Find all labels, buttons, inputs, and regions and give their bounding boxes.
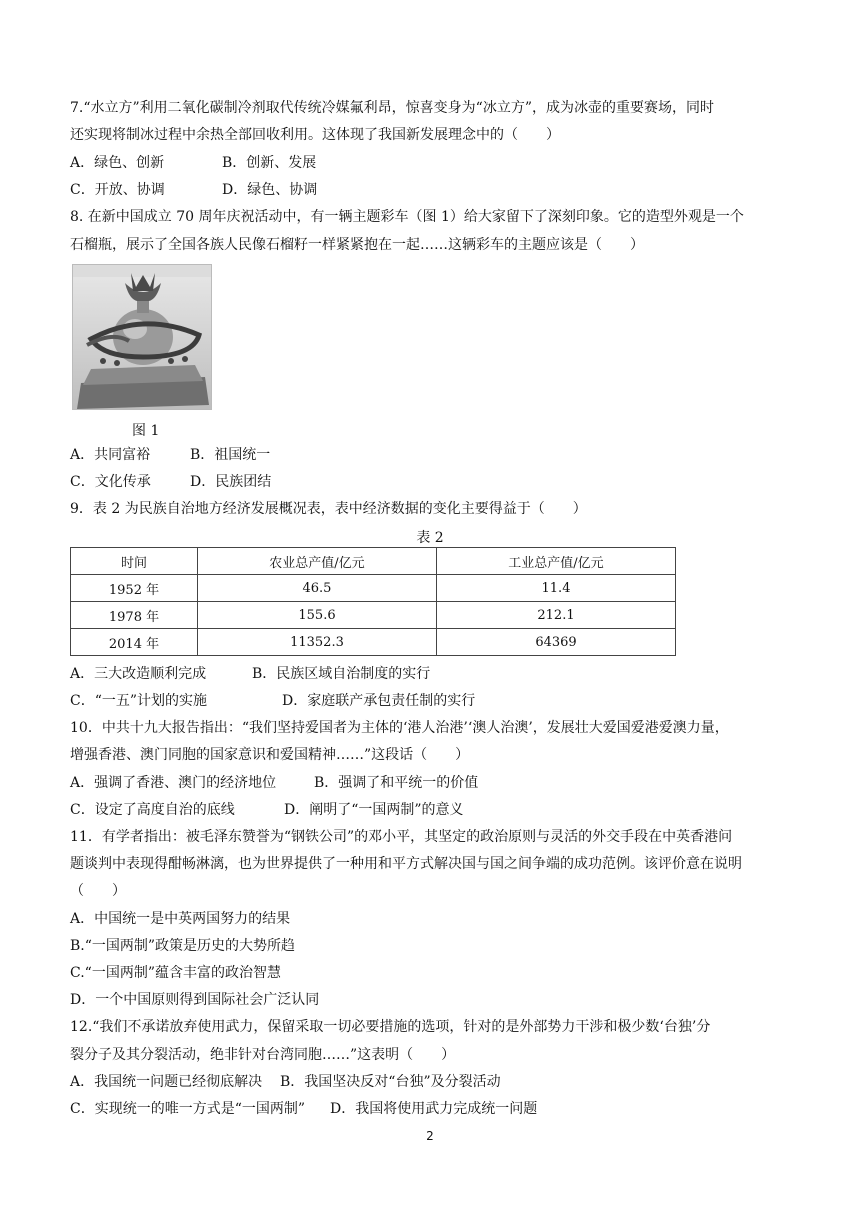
q11-option-a[interactable]: A．中国统一是中英两国努力的结果 bbox=[70, 911, 291, 927]
table-header-row bbox=[71, 548, 676, 575]
q9-option-b[interactable]: B．民族区域自治制度的实行 bbox=[252, 666, 431, 682]
q7-option-c[interactable]: C．开放、协调 bbox=[70, 182, 165, 198]
q8-stem-line1: 8. 在新中国成立 70 周年庆祝活动中，有一辆主题彩车（图 1）给大家留下了深刻印象。它的造型外观是一个 bbox=[70, 209, 744, 225]
table-row bbox=[71, 629, 676, 656]
q10-stem-line1: 10．中共十九大报告指出：“我们坚持爱国者为主体的‘港人治港’‘澳人治澳’，发展壮大爱国爱港爱澳力量， bbox=[70, 720, 729, 736]
table-header-cell: 农业总产值/亿元 bbox=[197, 548, 436, 575]
q7-stem-line2: 还实现将制冰过程中余热全部回收利用。这体现了我国新发展理念中的（ ） bbox=[70, 127, 560, 143]
table-2-caption: 表 2 bbox=[416, 530, 444, 546]
q7-option-d[interactable]: D．绿色、协调 bbox=[222, 182, 318, 198]
economic-data-table bbox=[70, 547, 676, 656]
q9-option-a[interactable]: A．三大改造顺利完成 bbox=[70, 666, 207, 682]
table-header-cell: 时间 bbox=[71, 548, 198, 575]
q11-stem-line2: 题谈判中表现得酣畅淋漓，也为世界提供了一种用和平方式解决国与国之间争端的成功范例。该评价意在说明 bbox=[70, 856, 742, 872]
table-cell: 212.1 bbox=[436, 602, 675, 629]
q11-stem-line3: （ ） bbox=[70, 883, 126, 899]
q12-option-a[interactable]: A．我国统一问题已经彻底解决 bbox=[70, 1074, 263, 1090]
q8-option-b[interactable]: B．祖国统一 bbox=[190, 447, 271, 463]
q9-option-d[interactable]: D．家庭联产承包责任制的实行 bbox=[282, 693, 476, 709]
q8-stem-line2: 石榴瓶，展示了全国各族人民像石榴籽一样紧紧抱在一起……这辆彩车的主题应该是（ ） bbox=[70, 237, 644, 253]
q10-stem-line2: 增强香港、澳门同胞的国家意识和爱国精神……”这段话（ ） bbox=[70, 747, 470, 763]
q10-option-b[interactable]: B．强调了和平统一的价值 bbox=[314, 775, 479, 791]
table-row bbox=[71, 602, 676, 629]
table-cell: 64369 bbox=[436, 629, 675, 656]
q7-option-a[interactable]: A．绿色、创新 bbox=[70, 155, 165, 171]
q11-option-b[interactable]: B.“一国两制”政策是历史的大势所趋 bbox=[70, 938, 296, 954]
table-cell: 11352.3 bbox=[197, 629, 436, 656]
q9-stem-line1: 9．表 2 为民族自治地方经济发展概况表，表中经济数据的变化主要得益于（ ） bbox=[70, 501, 587, 517]
page-number: 2 bbox=[426, 1129, 434, 1143]
table-row bbox=[71, 575, 676, 602]
q8-option-d[interactable]: D．民族团结 bbox=[190, 474, 272, 490]
q8-option-a[interactable]: A．共同富裕 bbox=[70, 447, 151, 463]
q7-stem-line1: 7.“水立方”利用二氧化碳制冷剂取代传统冷媒氟利昂，惊喜变身为“冰立方”，成为冰壶的重要赛场，同时 bbox=[70, 100, 714, 116]
q8-option-c[interactable]: C．文化传承 bbox=[70, 474, 151, 490]
q12-option-b[interactable]: B．我国坚决反对“台独”及分裂活动 bbox=[280, 1074, 501, 1090]
table-cell: 11.4 bbox=[436, 575, 675, 602]
figure-1-caption: 图 1 bbox=[132, 423, 160, 439]
q12-stem-line2: 裂分子及其分裂活动，绝非针对台湾同胞……”这表明（ ） bbox=[70, 1047, 456, 1063]
table-cell: 1978 年 bbox=[71, 602, 198, 629]
table-cell: 155.6 bbox=[197, 602, 436, 629]
q11-option-c[interactable]: C.“一国两制”蕴含丰富的政治智慧 bbox=[70, 965, 281, 981]
q10-option-a[interactable]: A．强调了香港、澳门的经济地位 bbox=[70, 775, 277, 791]
q12-option-c[interactable]: C．实现统一的唯一方式是“一国两制” bbox=[70, 1101, 306, 1117]
pomegranate-float-photo bbox=[72, 264, 212, 410]
table-cell: 1952 年 bbox=[71, 575, 198, 602]
q11-stem-line1: 11．有学者指出：被毛泽东赞誉为“钢铁公司”的邓小平，其坚定的政治原则与灵活的外交手段在中英香港问 bbox=[70, 829, 733, 845]
q12-stem-line1: 12.“我们不承诺放弃使用武力，保留采取一切必要措施的选项，针对的是外部势力干涉和极少数‘台独’分 bbox=[70, 1019, 711, 1035]
q12-option-d[interactable]: D．我国将使用武力完成统一问题 bbox=[330, 1101, 538, 1117]
q11-option-d[interactable]: D．一个中国原则得到国际社会广泛认同 bbox=[70, 992, 320, 1008]
table-cell: 46.5 bbox=[197, 575, 436, 602]
table-cell: 2014 年 bbox=[71, 629, 198, 656]
q7-option-b[interactable]: B．创新、发展 bbox=[222, 155, 317, 171]
table-header-cell: 工业总产值/亿元 bbox=[436, 548, 675, 575]
q10-option-d[interactable]: D．阐明了“一国两制”的意义 bbox=[284, 802, 464, 818]
q10-option-c[interactable]: C．设定了高度自治的底线 bbox=[70, 802, 235, 818]
q9-option-c[interactable]: C．“一五”计划的实施 bbox=[70, 693, 208, 709]
